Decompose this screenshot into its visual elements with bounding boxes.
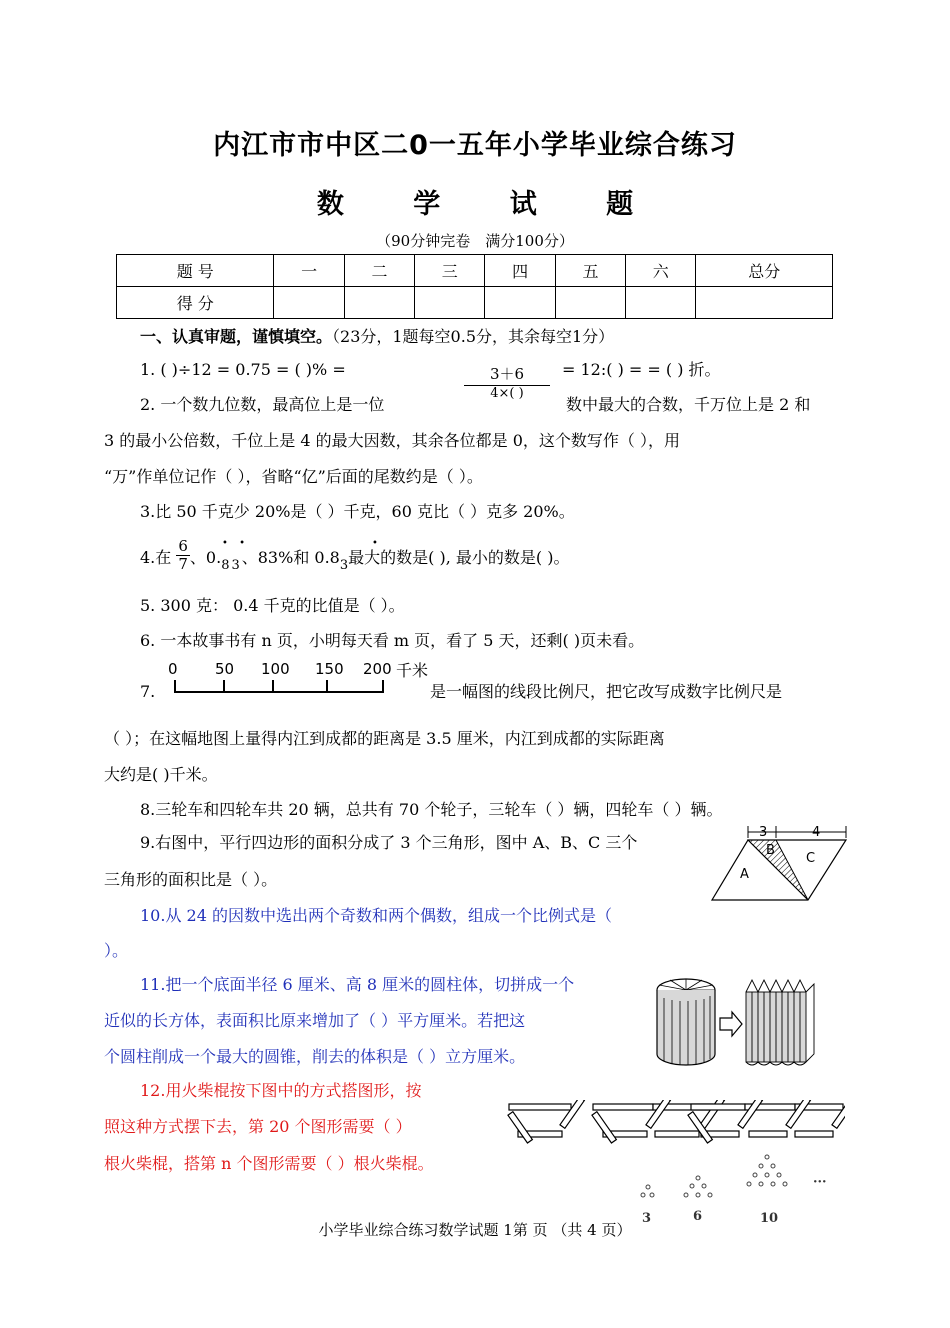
- score-input-cell[interactable]: [344, 287, 414, 319]
- score-cell: 四: [485, 255, 555, 287]
- score-table-header-row: [117, 255, 833, 287]
- q4-fraction-den: 7: [178, 555, 188, 573]
- dot-figure-label: 3: [642, 1211, 652, 1226]
- q2-text-d: “万”作单位记作（ ），省略“亿”后面的尾数约是（ ）。: [104, 467, 483, 486]
- q4-fraction: [176, 538, 190, 573]
- score-input-cell[interactable]: [555, 287, 625, 319]
- score-cell: 总分: [696, 255, 833, 287]
- scale-tick-label: 200: [363, 660, 392, 678]
- q4-fraction-num: 6: [178, 537, 188, 555]
- question-6: 6. 一本故事书有 n 页，小明每天看 m 页，看了 5 天，还剩( )页未看。: [140, 631, 645, 650]
- q11-text-a: 11.把一个底面半径 6 厘米、高 8 厘米的圆柱体，切拼成一个: [140, 975, 575, 994]
- q10-text-b: ）。: [104, 941, 129, 960]
- parallelogram-figure: [708, 822, 850, 904]
- q9-label-c: C: [806, 851, 816, 866]
- q1-fraction: [464, 363, 550, 401]
- page-footer: 小学毕业综合练习数学试题 1第 页 （共 4 页）: [318, 1221, 632, 1239]
- q9-label-b: B: [766, 843, 775, 858]
- q4-text-b: 、0.: [189, 548, 222, 567]
- question-1: [140, 359, 346, 381]
- page-title: 内江市市中区二0一五年小学毕业综合练习: [213, 130, 737, 161]
- dot-triangle-figures: [630, 1150, 830, 1230]
- dot-figure-label: 6: [693, 1209, 703, 1224]
- q9-text-b: 三角形的面积比是（ ）。: [104, 870, 278, 889]
- score-input-cell[interactable]: [626, 287, 696, 319]
- q4-text-d: 最大的数是( ), 最小的数是( )。: [348, 548, 570, 567]
- q9-label-4: 4: [812, 825, 821, 840]
- repeat-dot: •: [372, 538, 378, 549]
- q2-text-c: 3 的最小公倍数，千位上是 4 的最大因数，其余各位都是 0，这个数写作（ ），用: [104, 431, 680, 450]
- q1-text-a: 1. ( )÷12 = 0.75 = ( )% =: [140, 360, 346, 379]
- q4-text-c: 、83%和 0.8: [241, 548, 340, 567]
- score-cell: 一: [274, 255, 344, 287]
- dot-figure-ellipsis: ···: [813, 1175, 827, 1190]
- section-heading: [140, 326, 614, 348]
- q4-text-a: 4.在: [140, 548, 172, 567]
- repeat-dots: • •: [222, 538, 249, 549]
- scale-tick-label: 0: [168, 660, 178, 678]
- q12-text-c: 根火柴棍，搭第 n 个图形需要（ ）根火柴棍。: [104, 1154, 434, 1173]
- score-input-cell[interactable]: [415, 287, 485, 319]
- q4-repeating-digit: 3: [339, 558, 349, 573]
- question-4: [140, 537, 570, 573]
- q7-text-b: 是一幅图的线段比例尺，把它改写成数字比例尺是: [430, 682, 783, 701]
- q12-text-a: 12.用火柴棍按下图中的方式搭图形，按: [140, 1081, 422, 1100]
- score-cell: 三: [415, 255, 485, 287]
- scale-ruler-line: [175, 680, 383, 693]
- q1-fraction-numerator: 3＋6: [464, 363, 550, 386]
- score-cell: 五: [555, 255, 625, 287]
- q9-text-a: 9.右图中，平行四边形的面积分成了 3 个三角形，图中 A、B、C 三个: [140, 833, 638, 852]
- q9-label-a: A: [740, 867, 749, 882]
- q9-label-3: 3: [759, 825, 768, 840]
- scale-tick-label: 50: [215, 660, 235, 678]
- q12-text-b: 照这种方式摆下去，第 20 个图形需要（ ）: [104, 1117, 412, 1136]
- dot-figure-label: 10: [760, 1211, 779, 1226]
- score-table-score-row: [117, 287, 833, 319]
- q2-text-b: 数中最大的合数，千万位上是 2 和: [566, 395, 811, 414]
- score-table: [116, 254, 833, 319]
- score-cell: 题 号: [117, 255, 274, 287]
- q7-text-c: （ ）；在这幅地图上量得内江到成都的距离是 3.5 厘米，内江到成都的实际距离: [104, 729, 665, 748]
- q11-text-c: 个圆柱削成一个最大的圆锥，削去的体积是（ ）立方厘米。: [104, 1047, 526, 1066]
- question-5: 5. 300 克： 0.4 千克的比值是（ ）。: [140, 596, 405, 615]
- q1-fraction-denominator: 4×( ): [490, 386, 524, 401]
- page-subtitle: 数 学 试 题: [316, 189, 664, 220]
- question-8: 8.三轮车和四轮车共 20 辆，总共有 70 个轮子，三轮车（ ）辆，四轮车（ ）辆。: [140, 800, 723, 819]
- q7-text-d: 大约是( )千米。: [104, 765, 218, 784]
- scale-tick-label: 150: [315, 660, 344, 678]
- score-input-cell[interactable]: [274, 287, 344, 319]
- scale-tick-label: 100: [261, 660, 290, 678]
- q2-text-a: 2. 一个数九位数，最高位上是一位: [140, 395, 385, 414]
- scale-bar: [165, 658, 435, 698]
- section-heading-note: （23分，1题每空0.5分，其余每空1分）: [332, 327, 615, 346]
- q1-text-b: = 12:( ) = = ( ) 折。: [562, 360, 721, 379]
- matchstick-figures: [505, 1100, 845, 1144]
- score-input-cell[interactable]: [485, 287, 555, 319]
- score-cell: 得 分: [117, 287, 274, 319]
- score-input-cell[interactable]: [696, 287, 833, 319]
- section-heading-title: 一、认真审题，谨慎填空。: [140, 327, 333, 346]
- q10-text-a: 10.从 24 的因数中选出两个奇数和两个偶数，组成一个比例式是（: [140, 906, 612, 925]
- q4-repeating-digits: 83: [221, 558, 242, 573]
- question-3: 3.比 50 千克少 20%是（ ）千克，60 克比（ ）克多 20%。: [140, 502, 575, 521]
- exam-note: （90分钟完卷 满分100分）: [376, 232, 574, 250]
- cylinder-to-cuboid-figure: [654, 970, 826, 1070]
- q7-number: 7.: [140, 682, 156, 701]
- score-cell: 二: [344, 255, 414, 287]
- score-cell: 六: [626, 255, 696, 287]
- q11-text-b: 近似的长方体，表面积比原来增加了（ ）平方厘米。若把这: [104, 1011, 526, 1030]
- scale-unit: 千米: [396, 661, 429, 680]
